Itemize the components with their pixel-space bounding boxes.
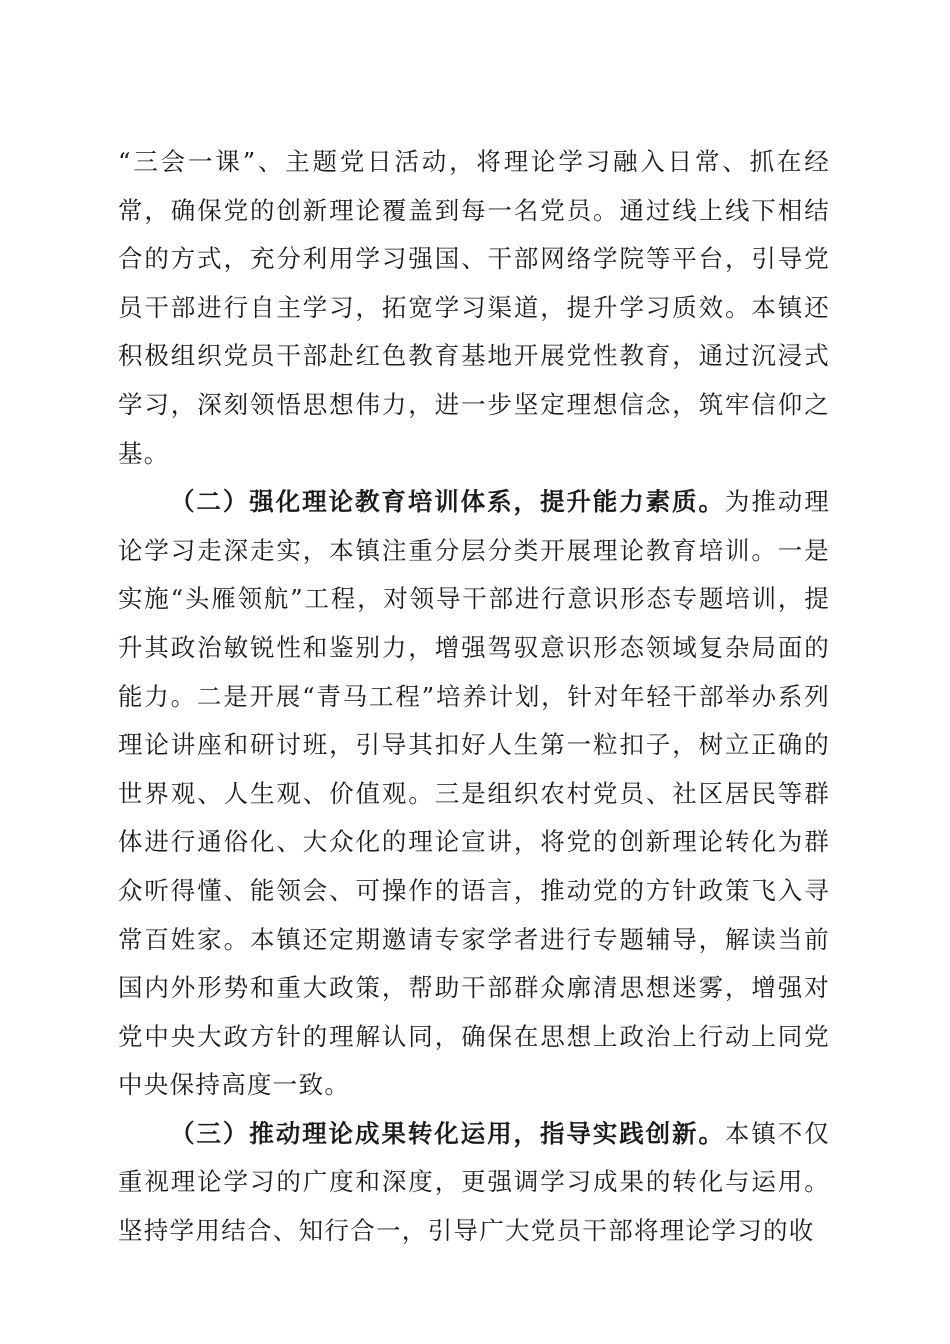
section-heading: （三）推动理论成果转化运用，指导实践创新。 (170, 1118, 725, 1148)
paragraph-section-2 (118, 478, 830, 1110)
paragraph-body: 为推动理论学习走深走实，本镇注重分层分类开展理论教育培训。一是实施“头雁领航”工程，对领导干部进行意识形态专题培训，提升其政治敏锐性和鉴别力，增强驾驭意识形态领域复杂局面的能力。二是开展“青马工程”培养计划，针对年轻干部举办系列理论讲座和研讨班，引导其扣好人生第一粒扣子，树立正确的世界观、人生观、价值观。三是组织农村党员、社区居民等群体进行通俗化、大众化的理论宣讲，将党的创新理论转化为群众听得懂、能领会、可操作的语言，推动党的方针政策飞入寻常百姓家。本镇还定期邀请专家学者进行专题辅导，解读当前国内外形势和重大政策，帮助干部群众廓清思想迷雾，增强对党中央大政方针的理解认同，确保在思想上政治上行动上同党中央保持高度一致。 (118, 487, 830, 1100)
section-heading: （二）强化理论教育培训体系，提升能力素质。 (170, 487, 725, 517)
paragraph-body: “三会一课”、主题党日活动，将理论学习融入日常、抓在经常，确保党的创新理论覆盖到每一名党员。通过线上线下相结合的方式，充分利用学习强国、干部网络学院等平台，引导党员干部进行自主学习，拓宽学习渠道，提升学习质效。本镇还积极组织党员干部赴红色教育基地开展党性教育，通过沉浸式学习，深刻领悟思想伟力，进一步坚定理想信念，筑牢信仰之基。 (118, 147, 830, 468)
paragraph-section-3 (118, 1110, 830, 1256)
document-body (118, 138, 830, 1256)
paragraph-body: 本镇不仅重视理论学习的广度和深度，更强调学习成果的转化与运用。坚持学用结合、知行合一，引导广大党员干部将理论学习的收 (118, 1118, 830, 1246)
paragraph-continuation (118, 138, 830, 478)
